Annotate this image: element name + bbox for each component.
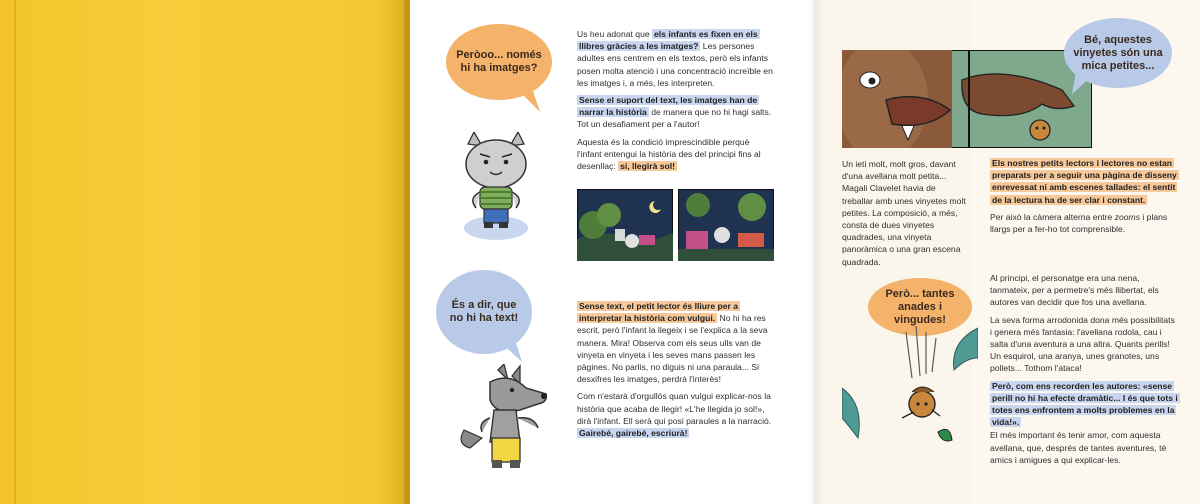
p3-highlight: sí, llegirà sol! bbox=[620, 161, 676, 172]
cover-crease bbox=[14, 0, 16, 504]
paragraph-condition bbox=[577, 136, 773, 173]
paragraph-camera bbox=[990, 211, 1178, 235]
paragraph-shape: La seva forma arrodonida dona més possibilitats i genera més fantasia: l'avellana rodola, cau i salta d'una aventura a una altra. Quants perills! Un esquirol, una aranya, unes granotes, uns pollets... Tothom l'ataca! bbox=[990, 314, 1175, 374]
cat-bubble-text: Peròoo... només hi ha imatges? bbox=[456, 49, 542, 74]
paragraph-authors bbox=[990, 380, 1178, 429]
r5-highlight: Però, com ens recorden les autores: «sense perill no hi ha efecte dramàtic... I és que tots i totes ens enfrontem a molts problemes en la vida!». bbox=[992, 380, 1178, 428]
yeti-caption bbox=[842, 158, 968, 273]
wolf-character-illustration bbox=[454, 364, 554, 476]
r2-text: Per això la càmera alterna entre bbox=[990, 211, 1115, 222]
comic-panel-right bbox=[678, 189, 774, 261]
left-text-block-bottom bbox=[577, 300, 773, 444]
paragraph-images bbox=[577, 28, 773, 89]
book-cover-yellow bbox=[0, 0, 410, 504]
right-text-block-bottom bbox=[990, 272, 1178, 471]
paragraph-readers bbox=[990, 157, 1178, 206]
cat-bubble-tail bbox=[510, 86, 550, 116]
top-right-bubble-text: Bé, aquestes vinyetes són una mica petites... bbox=[1073, 33, 1163, 72]
caption-text: Un ieti molt, molt gros, davant d'una avellana molt petita... Magali Clavelet havia de treballar amb unes vinyetes molt petites. La composició, a més, consta de dues vinyetes quadrades, una vinyeta panoràmica o una gran escena quadrada. bbox=[842, 159, 966, 267]
p1-text: Us heu adonat que bbox=[577, 29, 653, 39]
paragraph-proud bbox=[577, 390, 773, 439]
p1-highlight: els infants es fixen en els llibres gràcies a les imatges? bbox=[579, 29, 758, 52]
r1-highlight: Els nostres petits lectors i lectores no estan preparats per a seguir una pàgina de disseny enrevessat ni amb escenes tallades: el sentit de la lectura ha de ser clar i constant. bbox=[992, 158, 1177, 205]
p2-text: de manera que no hi hagi salts. Tot un desafiament per a l'autor! bbox=[577, 107, 772, 130]
cat-character-illustration bbox=[456, 132, 536, 244]
falling-bubble-text: Però... tantes anades i vingudes! bbox=[885, 287, 955, 326]
top-right-bubble-tail bbox=[1070, 72, 1100, 96]
right-text-block-top bbox=[990, 157, 1178, 240]
wolf-bubble-text: És a dir, que no hi ha text! bbox=[449, 299, 519, 324]
p3-text: Aquesta és la condició imprescindible perquè l'infant entengui la història des del principi fins al desenllaç: bbox=[577, 136, 761, 172]
yeti-hazelnut-panel bbox=[842, 50, 1092, 148]
paragraph-character: Al principi, el personatge era una nena, tanmateix, per a permetre's més llibertat, els autores van decidir que fos una avellana. bbox=[990, 273, 1159, 308]
wolf-bubble-tail bbox=[492, 336, 528, 366]
p4-text: No hi ha res escrit, però l'infant la llegeix i se l'explica a la seva manera. Mira! Observa com els seus ulls van de vinyeta en vinyeta i les seves mans passen les pàgines. No parlis, no diguis ni una paraula... Si desxifres les imatges, perdrà l'interès! bbox=[577, 313, 768, 385]
paragraph-love: El més important és tenir amor, com aquesta avellana, que, després de tantes aventures, té amics i amigues a qui explicar-les. bbox=[990, 430, 1167, 465]
r2-text-end: i plans llargs per a fer-ho tot comprensible. bbox=[990, 211, 1168, 235]
p2-highlight: Sense el suport del text, les imatges han de narrar la història bbox=[579, 95, 758, 118]
p1-text-end: Les persones adultes ens centrem en els textos, però els infants posen molta atenció i una concentració increïble en les imatges i, a més, les interpreten. bbox=[577, 41, 773, 88]
falling-hazelnut-illustration bbox=[842, 318, 978, 468]
paragraph-free-reader bbox=[577, 300, 773, 385]
p4-highlight: Sense text, el petit lector és lliure per a interpretar la història com vulgui. bbox=[579, 301, 739, 324]
p5-highlight: Gairebé, gairebé, escriurà! bbox=[579, 428, 688, 439]
paragraph-support bbox=[577, 94, 773, 131]
left-text-block-top bbox=[577, 28, 773, 177]
comic-panel-left bbox=[577, 189, 673, 261]
page-gutter bbox=[808, 0, 822, 504]
p5-text: Com n'estarà d'orgullós quan vulgui explicar-nos la història que acaba de llegir! «L'he llegida jo sol!», dirà l'infant. Ell serà qui posi paraules a la narració. bbox=[577, 391, 772, 426]
r2-emphasis: zooms bbox=[1114, 211, 1140, 222]
